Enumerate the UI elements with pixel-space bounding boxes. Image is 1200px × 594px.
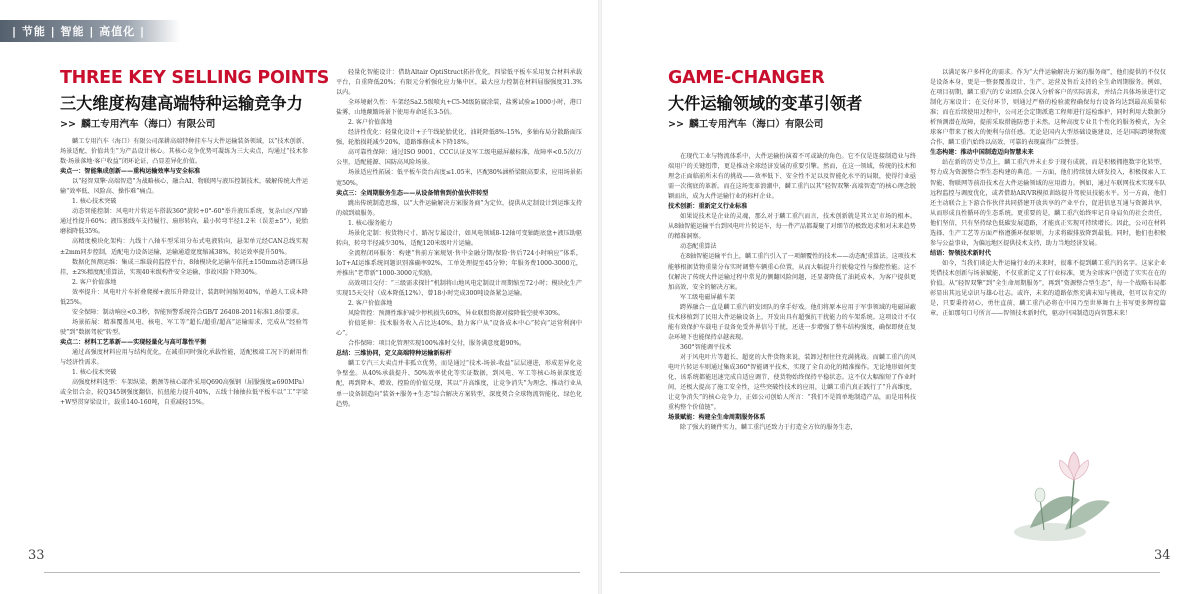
body-paragraph: 在8轴智能运输平台上，麟工重汽引入了一项颠覆性的技术——动态配重算法。这项技术能够根据货物重量分布实时调整车辆重心位置，从而大幅提升行驶稳定性与操控性能。这不仅解决了传统大件运输过程中常见的侧翻风险问题，还显著降低了油耗成本，为客户提供更加高效、安全的解决方案。 xyxy=(668,253,916,291)
section-heading: 卖点二：材料工艺革新——实现轻量化与高可靠性平衡 xyxy=(60,338,207,346)
body-paragraph: 高强度材料选型：车架纵梁、鹅颈等核心部件采用Q690高强钢（屈服强度≥690MPa）或全铝合金，较Q345钢强度翻倍，抗扭能力提升40%，五线十轴抽拉低平板车以“工”字梁+W型贯穿梁设计，载重140-160吨，自重减轻15%。 xyxy=(60,379,308,407)
body-paragraph: 场景拓展：精准覆盖风电、核电、军工等“超长/超重/超高”运输需求，完成从“经验驾驶”到“数据驾驶”转型。 xyxy=(60,318,308,336)
body-paragraph: 以“轻智双擎·高端智造”为战略核心，融合AI、物联网与液压控制技术，破解传统大件运输“效率低、风险高、操作难”痛点。 xyxy=(60,178,308,196)
right-headline-cn: 大件运输领域的变革引领者 xyxy=(668,94,863,113)
body-paragraph: 除了强大的硬件实力，麟工重汽还致力于打造全方位的服务生态， xyxy=(680,424,857,432)
body-paragraph: 如今，当我们谈论大件运输行业的未来时，很难不提到麟工重汽的名字。这家企业凭借技术创新与场景赋能，不仅重新定义了行业标准，更为全球客户创造了实实在在的价值。从“轻智双擎”到“全生命周期服务”，再到“资源整合型生态”，每一个战略布局都彰显出其远见卓识与雄心壮志。或许，未来的道路依然充满未知与挑战，但可以肯定的是，只要秉持初心，勇往直前，麟工重汽必将在中国乃至世界舞台上书写更多辉煌篇章，正如那句口号所言——智领技术新时代，驱动中国制造迈向智慧未来！ xyxy=(930,259,1166,318)
body-paragraph: 2. 客户价值落地 xyxy=(348,119,393,127)
section-heading: 生态构建：推动中国制造迈向智慧未来 xyxy=(930,149,1034,157)
body-paragraph: 全流程闭环服务：构建“售前方案规划·售中金融分期/保险·售后724小时响应”体系，IoT+AI运维系统问题识别准确率92%，工单处理提至45分钟；年服务费1000-3000元，并推出“老带新”1000-3000元奖励。 xyxy=(336,249,582,277)
section-heading: 卖点一：智能集成创新——重构运输效率与安全标准 xyxy=(60,168,201,176)
right-page-number: 34 xyxy=(1154,548,1171,563)
body-paragraph: 风险管控：预测性维护减少停机损失60%，异业联盟资源对接降低空驶率30%。 xyxy=(348,310,564,318)
section-heading: 场景赋能：构建全生命周期服务体系 xyxy=(668,414,766,422)
body-paragraph: 360°智能调平技术 xyxy=(680,343,732,351)
byline-arrow-icon: >> xyxy=(668,119,685,130)
section-heading: 卖点三：全周期服务生态——从设备销售到价值伙伴转型 xyxy=(336,189,489,197)
body-paragraph: 场景化定制：按货物尺寸、路况专属设计，如风电领域8-12轴可变轴距底盘+液压助驱转向，转弯半径减少30%，适配120米级叶片运输。 xyxy=(336,229,582,247)
left-byline-text: 麟工专用汽车（海口）有限公司 xyxy=(81,119,216,130)
body-paragraph: 对于风电叶片等超长、超宽的大件货物来说，装卸过程往往充满挑战。而麟工重汽的风电叶片转运车则通过集成360°智能调平技术，实现了全自动化的精准操作。无论地形如何变化，该系统都能迅速完成自适应调节，使货物始终保持平稳状态。这不仅大幅缩短了作业时间，还极大提高了施工安全性，这些突破性技术的应用，让麟工重汽真正践行了“升高维度，让竞争消失”的核心竞争力，正如公司创始人所言：“我们不是简单地制造产品，而是用科技重构整个价值链”。 xyxy=(668,353,916,412)
body-paragraph: 通过高强度材料应用与结构优化，在减重同时强化承载性能，适配极端工况下的耐用性与经济性需求。 xyxy=(60,348,308,367)
left-column-2 xyxy=(336,68,582,542)
lotus-illustration xyxy=(1010,440,1120,550)
section-heading: 结语：智领技术新时代 xyxy=(930,249,991,257)
left-headline-cn: 三大维度构建高端特种运输竞争力 xyxy=(60,94,303,113)
body-paragraph: 2. 客户价值落地 xyxy=(348,300,393,308)
body-paragraph: 合作保障：项目化管理实现100%准时交付，服务满意度超90%。 xyxy=(348,340,526,348)
body-paragraph: 麟工专汽三大卖点并非孤立优势，而是通过“技术-场景-收益”层层递进，形成差异化竞争壁垒。从40%承载提升、50%效率优化等实证数据，到风电、军工等核心场景深度适配，再到降本、增效、控险的价值兑现，其以“升高维度，让竞争消失”为理念，推动行业从单一设备制造向“装备+服务+生态”综合解决方案转型，深度契合全球物流智能化、绿色化趋势。 xyxy=(336,360,582,408)
body-paragraph: 高精度模块化架构：九线十八轴车型采用分布式电液转向，悬架单元经CAN总线实现±2mm同步控制，适配电力设备运输，运输通道宽度缩减38%，转运效率提升50%。 xyxy=(60,238,308,256)
body-paragraph: 跨界融合一直是麟工重汽研发团队的拿手好戏。他们将原本应用于军事领域的电磁屏蔽技术移植到了民用大件运输设备上，开发出具有超强抗干扰能力的车架系统。这项设计不仅能有效保护车载电子设备免受外界信号干扰，还进一步增强了整车结构强度，确保即便在复杂环境下也能保持卓越表现。 xyxy=(668,303,916,341)
body-paragraph: 如果说技术是企业的灵魂，那么对于麟工重汽而言，技术创新就是其立足市场的根本。从8轴智能运输平台到风电叶片转运车，每一件产品都凝聚了对细节的极致追求和对未来趋势的精准洞察。 xyxy=(668,213,916,241)
body-paragraph: 1. 核心技术突破 xyxy=(72,369,117,377)
body-paragraph: 动态智能控制：风电叶片转运车搭载360°旋转+0°-60°举升液压系统，复杂山区/窄路通过性提升60%；液压独线车支持履行、扇形转向，最小转弯半径1.2米（误差±5°），轮胎磨损降低35%。 xyxy=(60,208,308,236)
right-byline xyxy=(668,116,823,130)
body-paragraph: 高效项目交付：“三级需求探针”机制将山地风电定制设计周期缩至72小时；模块化生产实现15天交付（成本降低12%），曾18小时完成300吨设备紧急运输。 xyxy=(336,279,582,298)
body-paragraph: 在现代工业与物流体系中，大件运输扮演着不可或缺的角色。它不仅是连接制造业与终端用户的关键纽带，更是推动全球经济发展的重要引擎。然而，在这一领域，传统的技术和理念正面临前所未有的挑战——效率低下、安全性不足以及智能化水平的局限，使得行业亟需一次彻底的革新。而在这场变革浪潮中，麟工重汽以其“轻智双擎·高端智造”的核心理念脱颖而出，成为大件运输行业的标杆企业。 xyxy=(668,153,916,201)
right-byline-text: 麟工专用汽车（海口）有限公司 xyxy=(689,119,824,130)
page-gutter xyxy=(598,0,602,594)
section-tag-bar xyxy=(0,20,180,42)
body-paragraph: 安全保障：制动响应<0.3秒，智能预警系统符合GB/T 26408-2011标准1.8倍要求。 xyxy=(72,308,304,316)
body-paragraph: 数据化预测运维：集成三维载荷监控平台，8轴模块化运输车依托±150mm动态调压悬挂，±2%精度配重算法，实现40米级构件安全运输，事故风险下降30%。 xyxy=(60,258,308,276)
left-column-1 xyxy=(60,137,308,542)
body-paragraph: 价值延伸：技术服务收入占比达40%，助力客户从“设备成本中心”转向“运营利润中心”。 xyxy=(336,320,582,338)
body-paragraph: 经济性优化：轻量化设计+子午线轮胎优化，油耗降低8%-15%，多轴布局分散路面压强，轮胎损耗减少20%，道路维修成本下降18%。 xyxy=(336,129,582,147)
left-page-number: 33 xyxy=(28,548,45,563)
section-tag: | 节能 | 智能 | 高值化 | xyxy=(12,25,146,38)
body-paragraph: 军工级电磁屏蔽车架 xyxy=(680,293,735,301)
body-paragraph: 麟工专用汽车（海口）有限公司深耕高端特种挂车与大件运输装备领域，以“技术创新、场景适配、价值共生”为产品设计核心。其核心竞争优势可凝练为三大卖点，均通过“技术参数·场景落地·客户收益”闭环论证，凸显差异化价值。 xyxy=(60,138,308,166)
left-footer-rule xyxy=(44,572,580,573)
body-paragraph: 1. 核心服务能力 xyxy=(348,219,393,227)
body-paragraph: 跳出传统制造思维，以“大件运输解决方案服务商”为定位，提供从定制设计到运维支持的端到端服务。 xyxy=(336,199,582,217)
right-footer-rule xyxy=(620,572,1160,573)
body-paragraph: 轻量化智能设计：借助Altair OptiStruct拓扑优化，四梁低平板车采用复合材料承载平台，自重降低20%；有限元分析强化应力集中区，最大应力控制在材料屈服强度31.3%以内。 xyxy=(336,69,582,97)
left-byline xyxy=(60,116,215,130)
body-paragraph: 动态配重算法 xyxy=(680,243,717,251)
body-paragraph: 全环境耐久性：车架经Sa2.5级喷丸+C5-M级防腐涂装，盐雾试验≥1000小时，港口盐雾、山地颠簸场景下使用寿命延长3-5倍。 xyxy=(336,99,582,117)
right-column-1 xyxy=(668,152,916,542)
section-heading: 技术创新：重新定义行业标准 xyxy=(668,203,748,211)
body-paragraph: 效率提升：风电叶片车折叠爬梯+液压升降设计，装卸时间缩短40%，单趟人工成本降低25%。 xyxy=(60,288,308,306)
body-paragraph: 高可靠性保障：通过ISO 9001、CCC认证及军工级电磁屏蔽标准，故障率<0.5次/万公里，适配能源、国防高风险场景。 xyxy=(336,149,582,167)
body-paragraph: 站在新的历史节点上，麟工重汽并未止步于现有成就，而是积极拥抱数字化转型，努力成为资源整合型生态构建的典范。一方面，他们持续加大研发投入，积极探索人工智能、物联网等前沿技术在大件运输领域的应用潜力。例如，通过车联网技术实现车队远程监控与调度优化，或者借助AR/VR模拟训练提升驾驶员技能水平。另一方面，他们还主动联合上下游合作伙伴共同搭建开放共享的产业平台，促进信息互通与资源共享，从而形成良性循环的生态系统。更重要的是，麟工重汽始终牢记自身肩负的社会责任，他们坚信，只有坚持绿色低碳发展道路，才能真正实现可持续增长。因此，公司在材料选择、生产工艺等方面严格遵循环保原则，力求将碳排放降到最低。同时，他们也积极参与公益事业，为偏远地区提供技术支持，助力当地经济发展。 xyxy=(930,159,1166,247)
byline-arrow-icon: >> xyxy=(60,119,77,130)
body-paragraph: 以满足客户多样化的需求。作为“大件运输解决方案的服务商”，他们提供的不仅仅是设备本身，更是一整套覆盖设计、生产、运营及售后支持的全生命周期服务。例如，在项目初期，麟工重汽的专业团队会深入分析客户的实际需求，并结合具体场景进行定制化方案设计；在交付环节，则通过严格的检验流程确保每台设备均达到最高质量标准；而在后续使用过程中，公司还会定期派遣工程师进行巡检维护，同时利用大数据分析预测潜在故障，提前采取措施防患于未然。这种高度专业且个性化的服务模式，为全球客户带来了极大的便利与信任感。无论是国内大型基础设施建设，还是国际跨境物流合作，麟工重汽始终以高效、可靠的表现赢得广泛赞誉。 xyxy=(930,69,1166,147)
body-paragraph: 2. 客户价值落地 xyxy=(72,278,117,286)
body-paragraph: 1. 核心技术突破 xyxy=(72,198,117,206)
left-headline-en: THREE KEY SELLING POINTS xyxy=(60,68,330,88)
section-heading: 总结：三维协同，定义高端特种运输新标杆 xyxy=(336,350,452,358)
body-paragraph: 场景适应性拓展：低平板车货台高度≤1.05米，匹配80%涵桥梁限高要求，应用场景拓宽50%。 xyxy=(336,169,582,187)
right-headline-en: GAME-CHANGER xyxy=(668,68,825,88)
right-column-2 xyxy=(930,68,1166,470)
